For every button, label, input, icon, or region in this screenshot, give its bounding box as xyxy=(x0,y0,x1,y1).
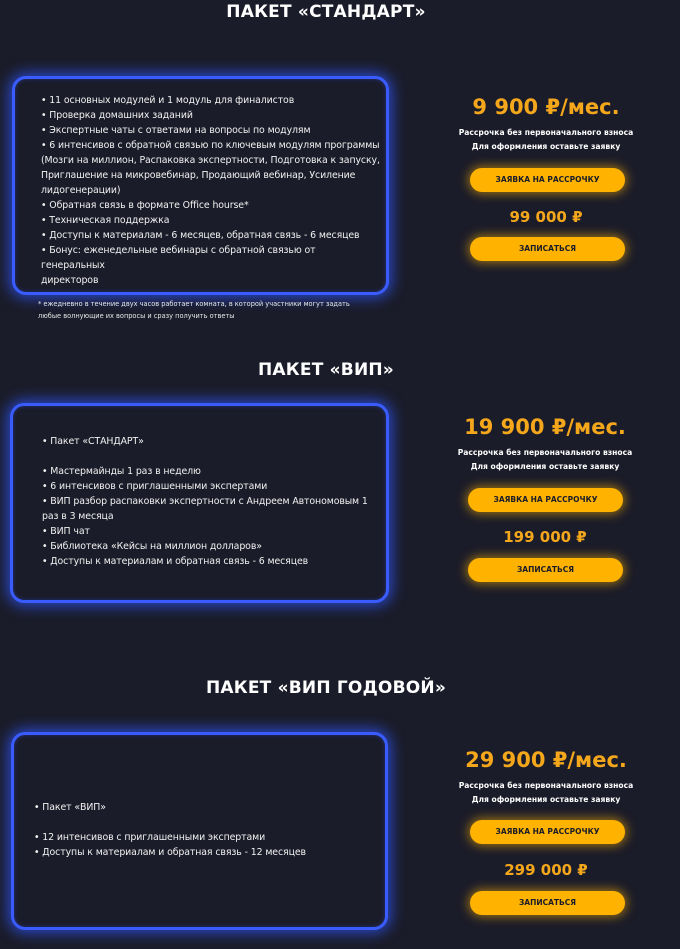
package-vip-features-list xyxy=(42,434,382,569)
package-vip-features-card xyxy=(10,403,389,603)
package-standard-installment-button[interactable]: ЗАЯВКА НА РАССРОЧКУ xyxy=(470,168,625,192)
feature-item: директоров xyxy=(41,275,99,286)
package-standard-title: ПАКЕТ «СТАНДАРТ» xyxy=(226,2,426,22)
feature-item: • Пакет «СТАНДАРТ» xyxy=(42,436,144,447)
feature-item: (Мозги на миллион, Распаковка экспертности, Подготовка к запуску, xyxy=(41,155,380,166)
feature-spacer xyxy=(42,449,382,464)
package-vip-annual-installment-hint: Для оформления оставьте заявку xyxy=(471,795,621,804)
feature-item: Приглашение на микровебинар, Продающий вебинар, Усиление xyxy=(41,170,356,181)
feature-item: • Бонус: еженедельные вебинары с обратной связью от генеральных xyxy=(41,245,316,271)
feature-item: раз в 3 месяца xyxy=(42,511,114,522)
package-vip-annual-features-card xyxy=(11,732,388,930)
feature-item: • ВИП чат xyxy=(42,526,90,537)
package-vip-annual-monthly-price: 29 900 ₽/мес. xyxy=(465,748,627,772)
office-hours-footnote: * ежедневно в течение двух часов работает комната, в которой участники могут задать любые волнующие их вопросы и сразу получить ответы xyxy=(38,300,350,320)
package-vip-full-price: 199 000 ₽ xyxy=(503,528,587,546)
package-standard-monthly-price: 9 900 ₽/мес. xyxy=(472,95,620,119)
package-vip-title: ПАКЕТ «ВИП» xyxy=(258,360,394,380)
package-standard-enroll-button[interactable]: ЗАПИСАТЬСЯ xyxy=(470,237,625,261)
feature-item: • 11 основных модулей и 1 модуль для финалистов xyxy=(41,95,295,106)
package-standard-full-price: 99 000 ₽ xyxy=(509,208,583,226)
package-vip-annual-enroll-button[interactable]: ЗАПИСАТЬСЯ xyxy=(470,891,625,915)
feature-item: • 12 интенсивов с приглашенными экспертами xyxy=(34,832,266,843)
feature-item: • Проверка домашних заданий xyxy=(41,110,193,121)
feature-item: лидогенерации) xyxy=(41,185,121,196)
package-vip-annual-title: ПАКЕТ «ВИП ГОДОВОЙ» xyxy=(205,678,446,698)
feature-item: • Доступы к материалам и обратная связь - 12 месяцев xyxy=(34,847,306,858)
feature-item: • Пакет «ВИП» xyxy=(34,802,106,813)
package-standard-features-card xyxy=(12,76,389,295)
feature-item: • Мастермайнды 1 раз в неделю xyxy=(42,466,201,477)
package-vip-annual-full-price: 299 000 ₽ xyxy=(504,861,588,879)
feature-item: • Доступы к материалам и обратная связь - 6 месяцев xyxy=(42,556,309,567)
feature-item: • Обратная связь в формате Office hourse* xyxy=(41,200,249,211)
package-vip-enroll-button[interactable]: ЗАПИСАТЬСЯ xyxy=(468,558,623,582)
package-vip-annual-installment-button[interactable]: ЗАЯВКА НА РАССРОЧКУ xyxy=(470,820,625,844)
package-vip-annual-features-list xyxy=(34,800,374,860)
feature-item: • ВИП разбор распаковки экспертности с Андреем Автономовым 1 xyxy=(42,496,368,507)
package-vip-monthly-price: 19 900 ₽/мес. xyxy=(464,415,626,439)
feature-item: • 6 интенсивов с приглашенными экспертами xyxy=(42,481,268,492)
package-vip-installment-hint: Для оформления оставьте заявку xyxy=(470,462,620,471)
feature-spacer xyxy=(34,815,374,830)
feature-item: • Экспертные чаты с ответами на вопросы по модулям xyxy=(41,125,311,136)
feature-item: • 6 интенсивов с обратной связью по ключевым модулям программы xyxy=(41,140,380,151)
package-vip-installment-note: Рассрочка без первоначального взноса xyxy=(457,448,633,457)
feature-item: • Техническая поддержка xyxy=(41,215,170,226)
feature-item: • Доступы к материалам - 6 месяцев, обратная связь - 6 месяцев xyxy=(41,230,360,241)
package-vip-installment-button[interactable]: ЗАЯВКА НА РАССРОЧКУ xyxy=(468,488,623,512)
package-standard-installment-note: Рассрочка без первоначального взноса xyxy=(458,128,634,137)
package-vip-annual-installment-note: Рассрочка без первоначального взноса xyxy=(458,781,634,790)
feature-item: • Библиотека «Кейсы на миллион долларов» xyxy=(42,541,262,552)
package-standard-features-list xyxy=(41,93,381,288)
package-standard-installment-hint: Для оформления оставьте заявку xyxy=(471,142,621,151)
